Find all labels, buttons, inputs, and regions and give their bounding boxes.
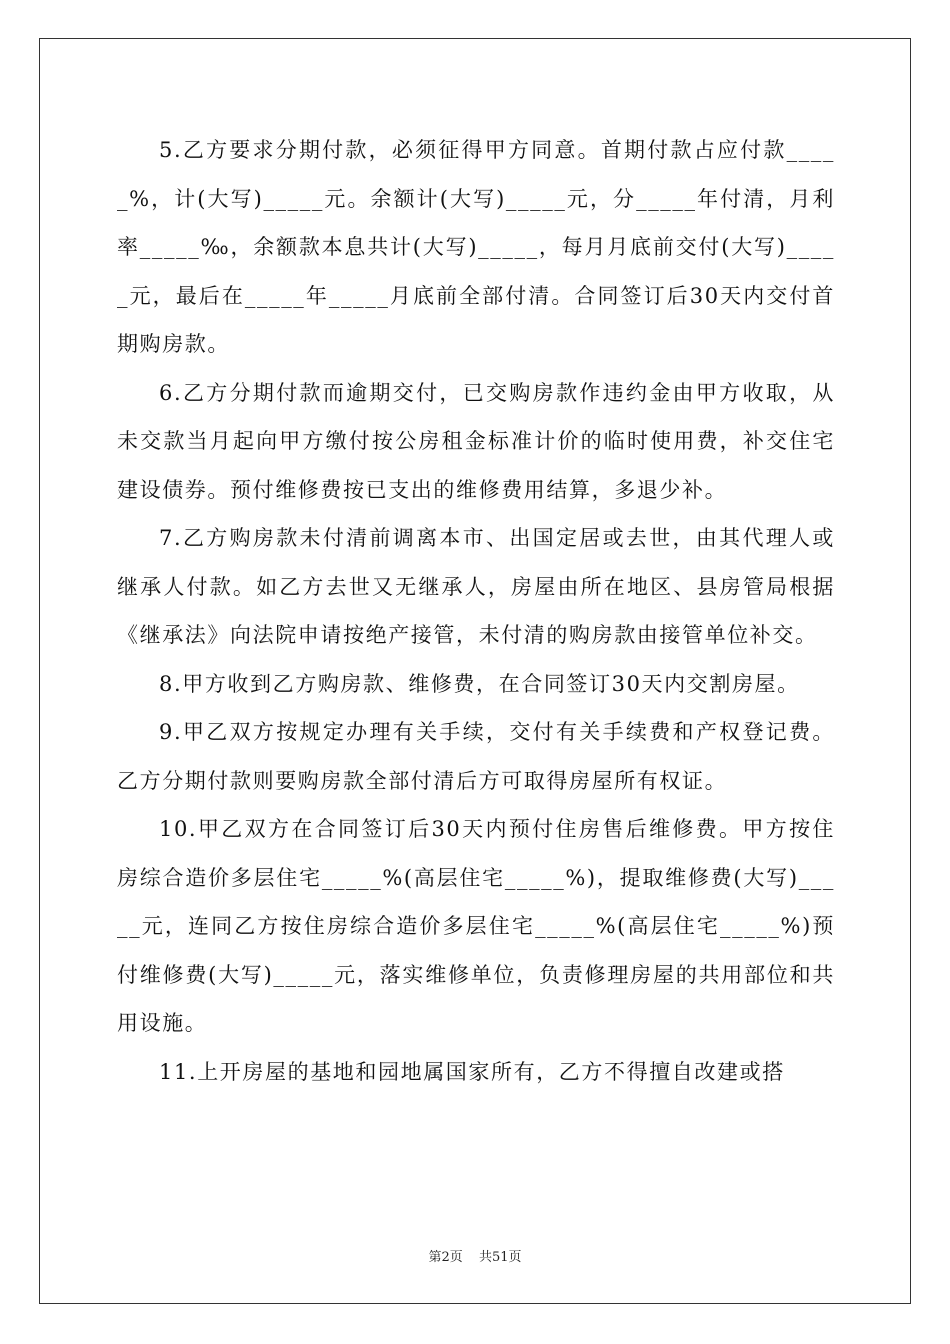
- clause-6: 6.乙方分期付款而逾期交付，已交购房款作违约金由甲方收取，从未交款当月起向甲方缴付按公房租金标准计价的临时使用费，补交住宅建设债券。预付维修费按已支出的维修费用结算，多退少补。: [117, 380, 835, 502]
- clause-8: 8.甲方收到乙方购房款、维修费，在合同签订30天内交割房屋。: [159, 671, 800, 696]
- document-body: [117, 126, 835, 1096]
- clause-7: 7.乙方购房款未付清前调离本市、出国定居或去世，由其代理人或继承人付款。如乙方去世又无继承人，房屋由所在地区、县房管局根据《继承法》向法院申请按绝产接管，未付清的购房款由接管单位补交。: [117, 526, 835, 647]
- clause-9: 9.甲乙双方按规定办理有关手续，交付有关手续费和产权登记费。乙方分期付款则要购房款全部付清后方可取得房屋所有权证。: [117, 720, 835, 793]
- clause-5: 5.乙方要求分期付款，必须征得甲方同意。首期付款占应付款_____%，计(大写)_____元。余额计(大写)_____元，分_____年付清，月利率_____‰，余额款本息共计(大写)_____，每月月底前交付(大写)_____元，最后在_____年_____月底前全部付清。合同签订后30天内交付首期购房款。: [117, 138, 835, 356]
- page-footer: [0, 1246, 950, 1265]
- page-count: 共51页: [478, 1250, 522, 1265]
- clause-10: 10.甲乙双方在合同签订后30天内预付住房售后维修费。甲方按住房综合造价多层住宅_____%(高层住宅_____%)，提取维修费(大写)_____元，连同乙方按住房综合造价多层住宅_____%(高层住宅_____%)预付维修费(大写)_____元，落实维修单位，负责修理房屋的共用部位和共用设施。: [117, 817, 835, 1035]
- clause-11: 11.上开房屋的基地和园地属国家所有，乙方不得擅自改建或搭: [159, 1059, 785, 1084]
- page-number: 第2页: [428, 1250, 463, 1265]
